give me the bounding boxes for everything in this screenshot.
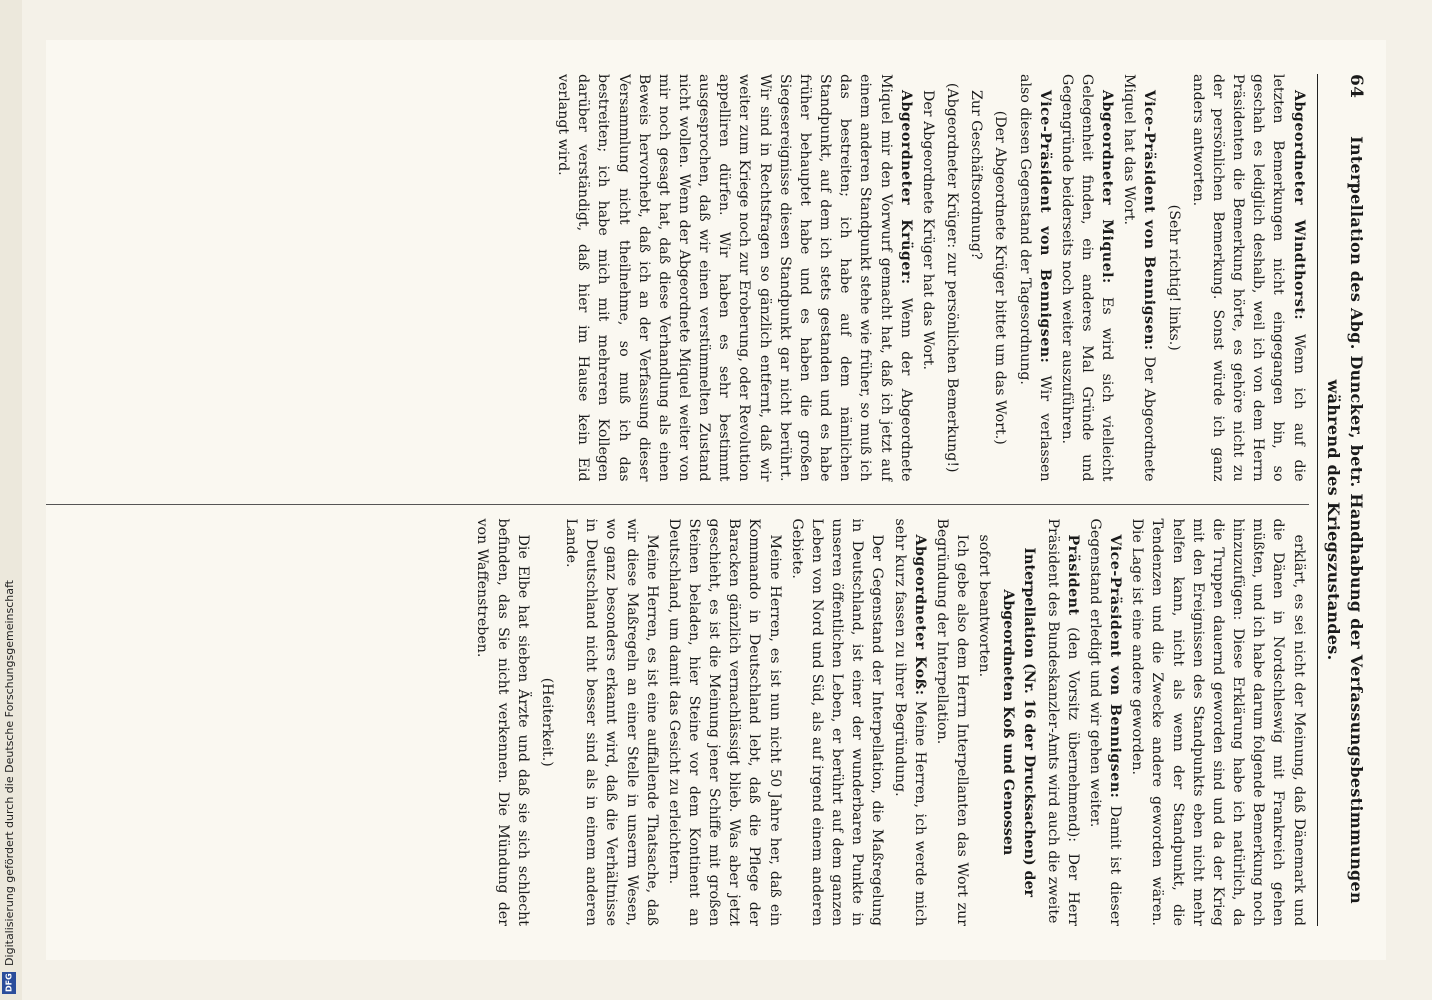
- paragraph: [553, 74, 916, 482]
- paragraph: [472, 519, 532, 927]
- paragraph: [918, 74, 938, 482]
- paragraph: [974, 519, 994, 927]
- paragraph: [1188, 74, 1309, 482]
- paragraph: [1119, 74, 1159, 482]
- paragraph-text: (den Vorsitz übernehmend): Der Herr Präsident des Bundeskanzler-Amts wird auch die zweite: [1044, 518, 1081, 926]
- speaker-name: Präsident: [1064, 534, 1081, 616]
- paragraph: [990, 74, 1010, 482]
- paragraph: [1085, 519, 1125, 927]
- paragraph: [966, 74, 986, 482]
- running-title: Interpellation des Abg. Duncker, betr. Handhabung der Verfassungsbestimmungen während des Kriegszustandes.: [1324, 136, 1366, 904]
- paragraph: [889, 519, 929, 927]
- running-header: [1317, 74, 1368, 926]
- paragraph-text: sofort beantworten.: [976, 534, 993, 678]
- paragraph-text: Es wird sich vielleicht Gelegenheit finden, ein anderes Mal Gründe und Gegengründe beiderseits noch weiter auszuführen.: [1058, 74, 1116, 482]
- paragraph-text: Damit ist dieser Gegenstand erledigt und wir gehen weiter.: [1087, 518, 1124, 926]
- paragraph-text: (Heiterkeit.): [538, 677, 555, 767]
- paragraph-text: Der Abgeordnete Miquel hat das Wort.: [1121, 74, 1158, 482]
- paragraph-text: Meine Herren, es ist eine auffallende Thatsache, daß wir diese Maßregeln an einer Stelle in unserm Wesen, wo ganz besonders erkannt wird, daß die Verhältnisse in Deutschland nicht besser sind als in einem anderen Lande.: [563, 518, 660, 926]
- paragraph: [998, 519, 1038, 927]
- dfg-logo: DFG: [2, 972, 16, 994]
- paragraph-text: Interpellation (Nr. 16 der Drucksachen) der Abgeordneten Koß und Genossen: [1000, 547, 1037, 897]
- paragraph: [561, 519, 662, 927]
- paragraph-text: (Abgeordneter Krüger: zur persönlichen Bemerkung!): [944, 82, 961, 473]
- paragraph: [942, 74, 962, 482]
- paragraph: [1057, 74, 1117, 482]
- paragraph: [932, 519, 972, 927]
- paragraph-text: Zur Geschäftsordnung?: [968, 90, 985, 260]
- paragraph: [1014, 74, 1054, 482]
- footer-strip: [0, 0, 18, 1000]
- paragraph-text: Der Gegenstand der Interpellation, die Maßregelung in Deutschland, ist einer der wunderbaren Punkte in unseren öffentlichen Leben, er berührt auf dem ganzen Leben von Nord und Süd, als auf irgend einem anderen Gebiete.: [788, 518, 886, 926]
- paragraph: [787, 519, 888, 927]
- speaker-name: Vice-Präsident von Bennigsen:: [1107, 534, 1124, 799]
- text-columns: [46, 74, 1309, 926]
- speaker-name: Vice-Präsident von Bennigsen:: [1036, 90, 1053, 364]
- right-column: [46, 504, 1309, 927]
- paragraph: [1163, 74, 1183, 482]
- paragraph: [664, 519, 785, 927]
- paragraph-text: Wenn ich auf die letzten Bemerkungen nicht eingegangen bin, so geschah es lediglich deshalb, weil ich von dem Herrn Präsidenten die Bemerkung hörte, es gehöre nicht zu der persönlichen Bemerkung. Sonst würde ich ganz anders antworten.: [1189, 74, 1307, 482]
- paragraph-text: (Der Abgeordnete Krüger bittet um das Wort.): [992, 110, 1009, 445]
- speaker-name: Vice-Präsident von Bennigsen:: [1141, 90, 1158, 351]
- speaker-name: Abgeordneter Koß:: [911, 534, 928, 696]
- paragraph-text: Der Abgeordnete Krüger hat das Wort.: [919, 90, 936, 370]
- paragraph-text: Meine Herren, es ist nun nicht 50 Jahre her, daß ein Kommando in Deutschland lebt, daß die Pflege der Baracken gänzlich vernachlässigt blieb. Was aber jetzt geschieht, es ist die Meinung jener Schiffe mit großen Steinen beladen, hier Steine vor dem Kontinent an Deutschland, um damit das Gesicht zu erleichtern.: [665, 518, 783, 926]
- speaker-name: Abgeordneter Krüger:: [897, 90, 914, 285]
- page-number: 64: [1346, 74, 1366, 99]
- paragraph-text: Wir verlassen also diesen Gegenstand der Tagesordnung.: [1016, 74, 1053, 482]
- paragraph: [1127, 519, 1308, 927]
- paragraph: [537, 519, 557, 927]
- left-column: [46, 74, 1309, 482]
- paragraph-text: Meine Herren, ich werde mich sehr kurz fassen zu ihrer Begründung.: [891, 518, 928, 926]
- document-page: [46, 40, 1386, 960]
- paragraph-text: erklärt, es sei nicht der Meinung, daß Dänemark und die Dänen in Nordschleswig mit Frankreich gehen müßten, und ich habe darum folgende Bemerkung noch hinzuzufügen: Diese Erklärung habe ich natürlich, da die Truppen dauernd geworden sind und da der Krieg mit den Ereignissen des Standpunkts eben nicht mehr helfen kann, nicht als wenn der Standpunkt, die Tendenzen und die Zwecke andere geworden wären. Die Lage ist eine andere geworden.: [1129, 518, 1307, 926]
- paragraph-text: Wenn der Abgeordnete Miquel mir den Vorwurf gemacht hat, daß ich jetzt auf einem anderen Standpunkt stehe wie früher, so muß ich das bestreiten; ich habe auf dem nämlichen Standpunkt, auf dem ich stets gestanden und es habe früher behauptet habe und es haben die großen Siegesereignisse diesen Standpunkt gar nicht berührt. Wir sind in Rechtsfragen so gänzlich entfernt, daß wir weiter zum Kriege noch zur Eroberung, oder Revolution appelliren dürfen. Wir haben es sehr bestimmt ausgesprochen, daß wir einen verstümmelten Zustand nicht wollen. Wenn der Abgeordnete Miquel weiter von mir noch gesagt hat, daß diese Verhandlung als einen Beweis hervorhebt, daß ich an der Verfassung dieser Versammlung nicht theilnehme, so muß ich das bestreiten; ich habe mich mit mehreren Kollegen darüber verständigt, daß hier im Hause kein Eid verlangt wird.: [555, 74, 914, 482]
- digitization-attribution: Digitalisierung gefördert durch die Deutsche Forschungsgemeinschaft: [2, 580, 16, 966]
- paragraph-text: Ich gebe also dem Herrn Interpellanten das Wort zur Begründung der Interpellation.: [933, 518, 971, 926]
- paragraph-text: (Sehr richtig! links.): [1165, 204, 1182, 351]
- paragraph: [1043, 519, 1083, 927]
- speaker-name: Abgeordneter Miquel:: [1099, 90, 1116, 284]
- speaker-name: Abgeordneter Windthorst:: [1290, 90, 1307, 321]
- paragraph-text: Die Elbe hat sieben Ärzte und daß sie sich schlecht befinden, das Sie nicht verkennen. Die Mündung der von Waffenstreben.: [474, 518, 531, 926]
